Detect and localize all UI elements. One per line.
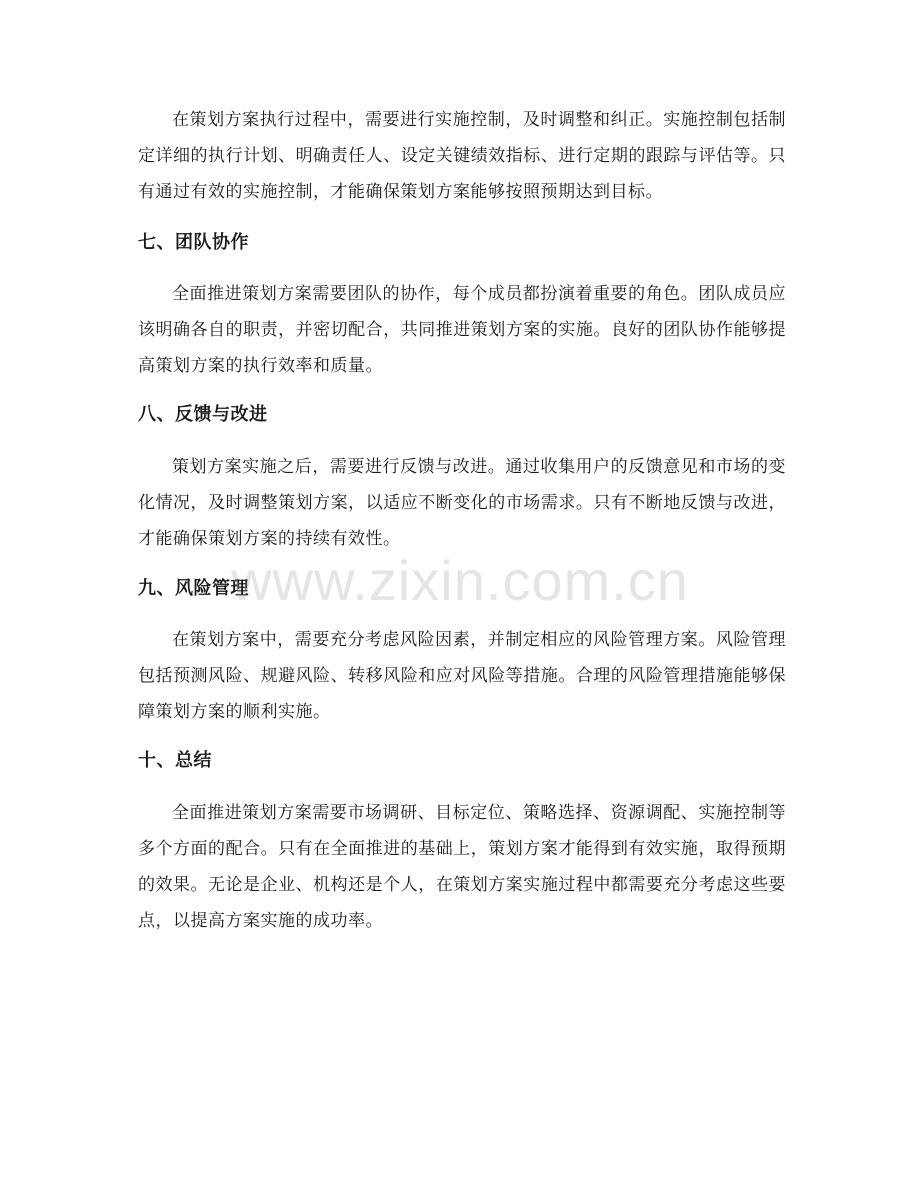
section-feedback-improvement xyxy=(138,401,786,429)
section-team-collaboration-body xyxy=(138,276,786,384)
section-heading: 七、团队协作 xyxy=(138,232,249,253)
watermark: www.zixin.com.cn xyxy=(231,549,689,612)
intro-paragraph: 在策划方案执行过程中，需要进行实施控制，及时调整和纠正。实施控制包括制定详细的执行计划、明确责任人、设定关键绩效指标、进行定期的跟踪与评估等。只有通过有效的实施控制，才能确保策划方案能够按照预期达到目标。 xyxy=(138,110,786,202)
section-paragraph: 全面推进策划方案需要市场调研、目标定位、策略选择、资源调配、实施控制等多个方面的配合。只有在全面推进的基础上，策划方案才能得到有效实施，取得预期的效果。无论是企业、机构还是个人，在策划方案实施过程中都需要充分考虑这些要点，以提高方案实施的成功率。 xyxy=(138,803,786,931)
section-summary-body xyxy=(138,795,786,939)
section-paragraph: 全面推进策划方案需要团队的协作，每个成员都扮演着重要的角色。团队成员应该明确各自的职责，并密切配合，共同推进策划方案的实施。良好的团队协作能够提高策划方案的执行效率和质量。 xyxy=(138,284,786,376)
section-heading: 八、反馈与改进 xyxy=(138,404,268,425)
section-risk-management-body xyxy=(138,622,786,730)
section-summary xyxy=(138,747,786,775)
section-risk-management xyxy=(138,575,786,603)
section-paragraph: 在策划方案中，需要充分考虑风险因素，并制定相应的风险管理方案。风险管理包括预测风险、规避风险、转移风险和应对风险等措施。合理的风险管理措施能够保障策划方案的顺利实施。 xyxy=(138,630,786,722)
section-paragraph: 策划方案实施之后，需要进行反馈与改进。通过收集用户的反馈意见和市场的变化情况，及时调整策划方案，以适应不断变化的市场需求。只有不断地反馈与改进，才能确保策划方案的持续有效性。 xyxy=(138,457,786,549)
section-feedback-improvement-body xyxy=(138,449,786,557)
section-heading: 十、总结 xyxy=(138,750,212,771)
intro-block xyxy=(138,102,786,210)
section-team-collaboration xyxy=(138,229,786,257)
section-heading: 九、风险管理 xyxy=(138,578,249,599)
